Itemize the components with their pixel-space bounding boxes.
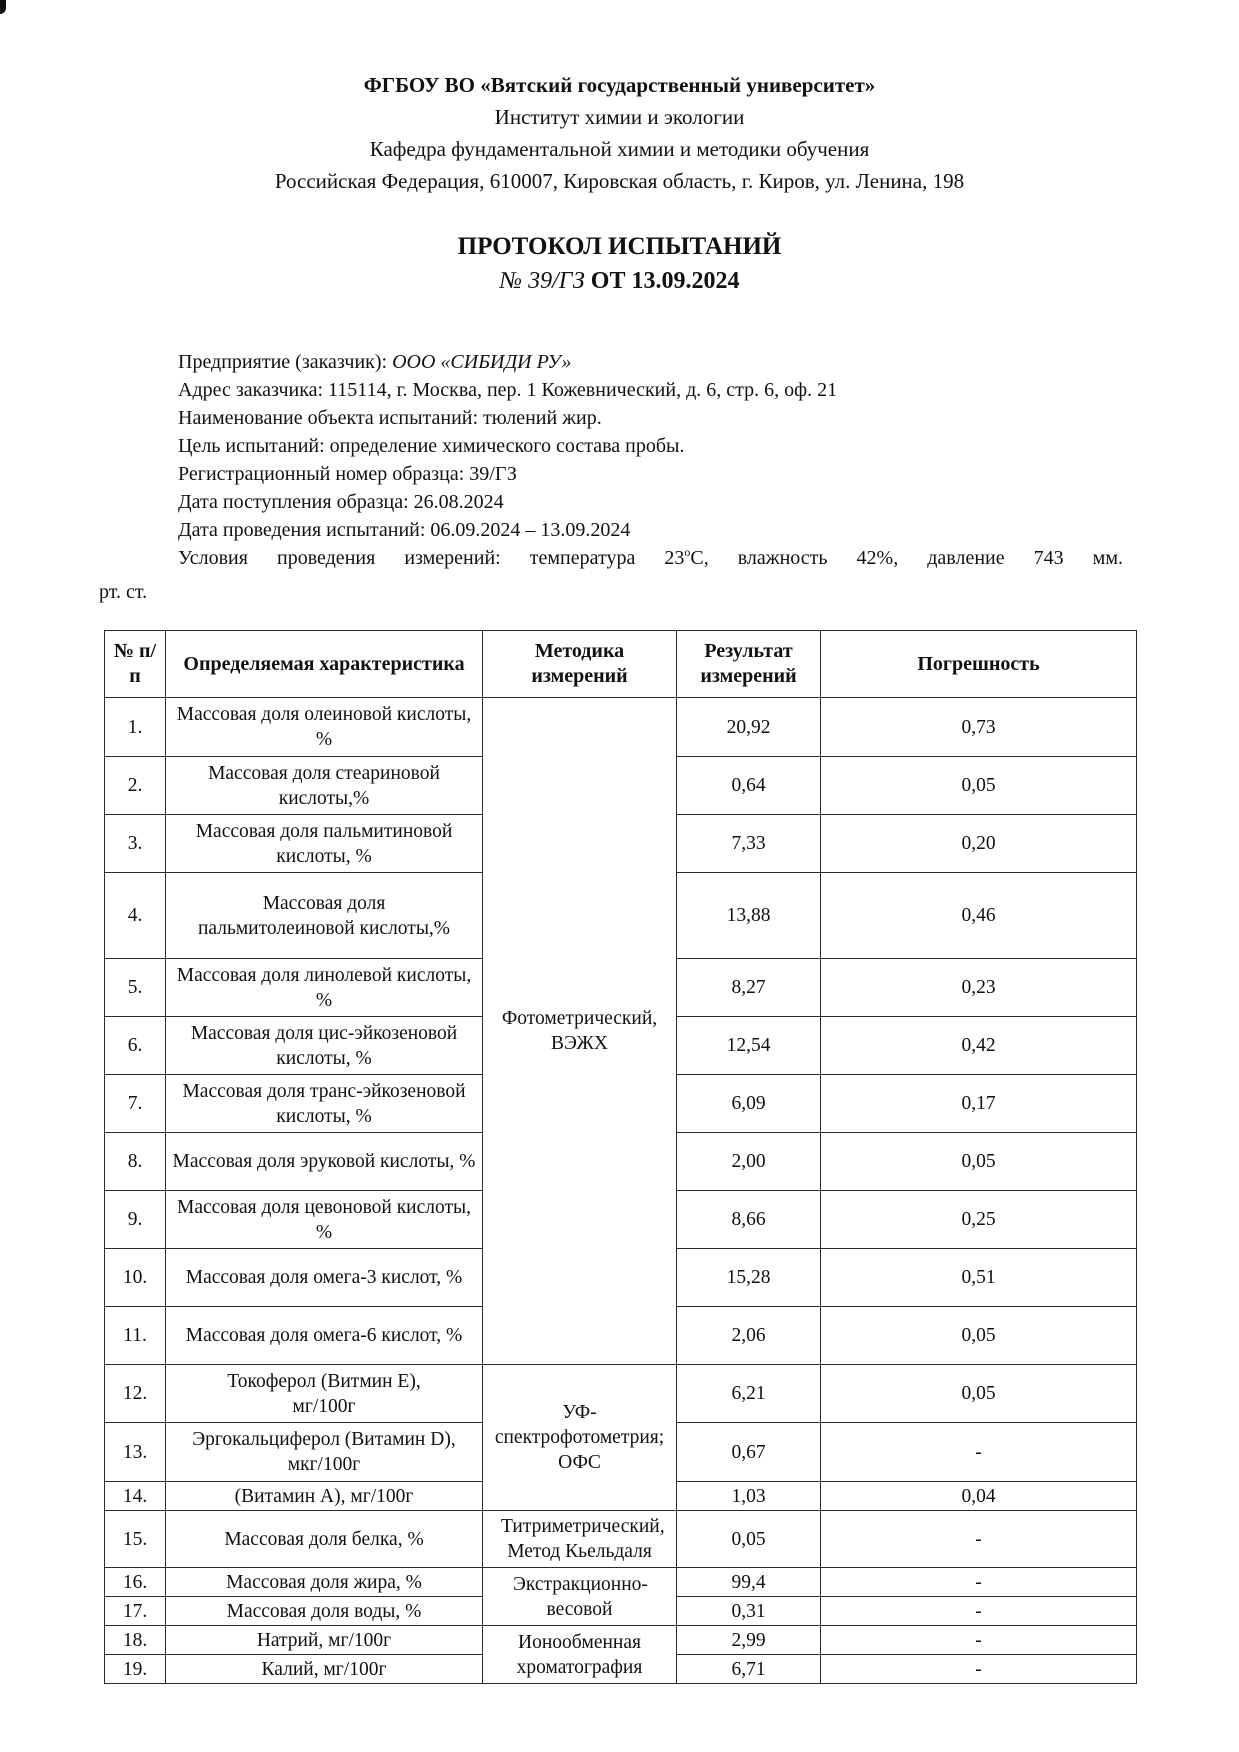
method-uv: УФ-спектрофотометрия; ОФС [483,1365,677,1511]
table-row: 1. Массовая доля олеиновой кислоты, % Фотометрический, ВЭЖХ 20,92 0,73 [105,698,1137,757]
organization-address: Российская Федерация, 610007, Кировская область, г. Киров, ул. Ленина, 198 [274,169,965,193]
header-characteristic: Определяемая характеристика [166,631,483,698]
table-row: 4. Массовая доля пальмитолеиновой кислоты,% 13,88 0,46 [105,873,1137,959]
method-titrimetric: Титриметрический, Метод Кьельдаля [483,1511,677,1568]
header-method: Методика измерений [483,631,677,698]
protocol-date: ОТ 13.09.2024 [584,268,740,294]
test-purpose: Цель испытаний: определение химического состава пробы. [178,435,685,457]
test-dates: Дата проведения испытаний: 06.09.2024 – 13.09.2024 [178,519,631,541]
table-header-row [105,631,1137,698]
protocol-number: № 39/ГЗ [499,268,585,294]
table-row: 7. Массовая доля транс-эйкозеновой кислоты, % 6,09 0,17 [105,1075,1137,1133]
customer-address: Адрес заказчика: 115114, г. Москва, пер. 1 Кожевнический, д. 6, стр. 6, оф. 21 [178,379,838,401]
sample-reg-number: Регистрационный номер образца: 39/ГЗ [178,463,517,485]
customer-label: Предприятие (заказчик): [178,351,393,373]
customer-line [178,348,571,376]
table-row: 14. (Витамин А), мг/100г 1,03 0,04 [105,1482,1137,1511]
table-row: 11. Массовая доля омега-6 кислот, % 2,06 0,05 [105,1307,1137,1365]
table-row: 10. Массовая доля омега-3 кислот, % 15,28 0,51 [105,1249,1137,1307]
table-row: 2. Массовая доля стеариновой кислоты,% 0,64 0,05 [105,757,1137,815]
results-table [104,630,1137,1684]
document-number [0,264,1239,298]
measurement-conditions-tail: рт. ст. [99,581,148,603]
method-ion-exchange: Ионообменная хроматография [483,1626,677,1684]
table-row: 17. Массовая доля воды, % 0,31 - [105,1597,1137,1626]
test-object: Наименование объекта испытаний: тюлений жир. [178,407,602,429]
measurement-conditions: Условия проведения измерений: температура 23$^o$С, влажность 42%, давление 743 мм. [178,545,1123,569]
method-extraction: Экстракционно-весовой [483,1568,677,1626]
table-row: 3. Массовая доля пальмитиновой кислоты, % 7,33 0,20 [105,815,1137,873]
table-row: 18. Натрий, мг/100г Ионообменная хроматография 2,99 - [105,1626,1137,1655]
header-error: Погрешность [821,631,1137,698]
method-photometric: Фотометрический, ВЭЖХ [483,698,677,1365]
table-row: 9. Массовая доля цевоновой кислоты, % 8,66 0,25 [105,1191,1137,1249]
table-row: 13. Эргокальциферол (Витамин D), мкг/100г 0,67 - [105,1423,1137,1482]
header-result: Результат измерений [677,631,821,698]
table-row: 19. Калий, мг/100г 6,71 - [105,1655,1137,1684]
table-row: 6. Массовая доля цис-эйкозеновой кислоты, % 12,54 0,42 [105,1017,1137,1075]
institute-name: Институт химии и экологии [494,105,745,129]
sample-received-date: Дата поступления образца: 26.08.2024 [178,491,504,513]
table-row: 15. Массовая доля белка, % Титриметрический, Метод Кьельдаля 0,05 - [105,1511,1137,1568]
table-row: 8. Массовая доля эруковой кислоты, % 2,00 0,05 [105,1133,1137,1191]
organization-name: ФГБОУ ВО «Вятский государственный университет» [363,73,876,97]
scan-corner-mark [0,0,6,14]
document-title: ПРОТОКОЛ ИСПЫТАНИЙ [457,233,782,260]
table-row: 12. Токоферол (Витмин Е), мг/100г УФ-спектрофотометрия; ОФС 6,21 0,05 [105,1365,1137,1423]
table-row: 5. Массовая доля линолевой кислоты, % 8,27 0,23 [105,959,1137,1017]
table-row: 16. Массовая доля жира, % Экстракционно-весовой 99,4 - [105,1568,1137,1597]
header-num: № п/п [105,631,166,698]
customer-value: ООО «СИБИДИ РУ» [392,351,572,373]
department-name: Кафедра фундаментальной химии и методики обучения [369,137,870,161]
